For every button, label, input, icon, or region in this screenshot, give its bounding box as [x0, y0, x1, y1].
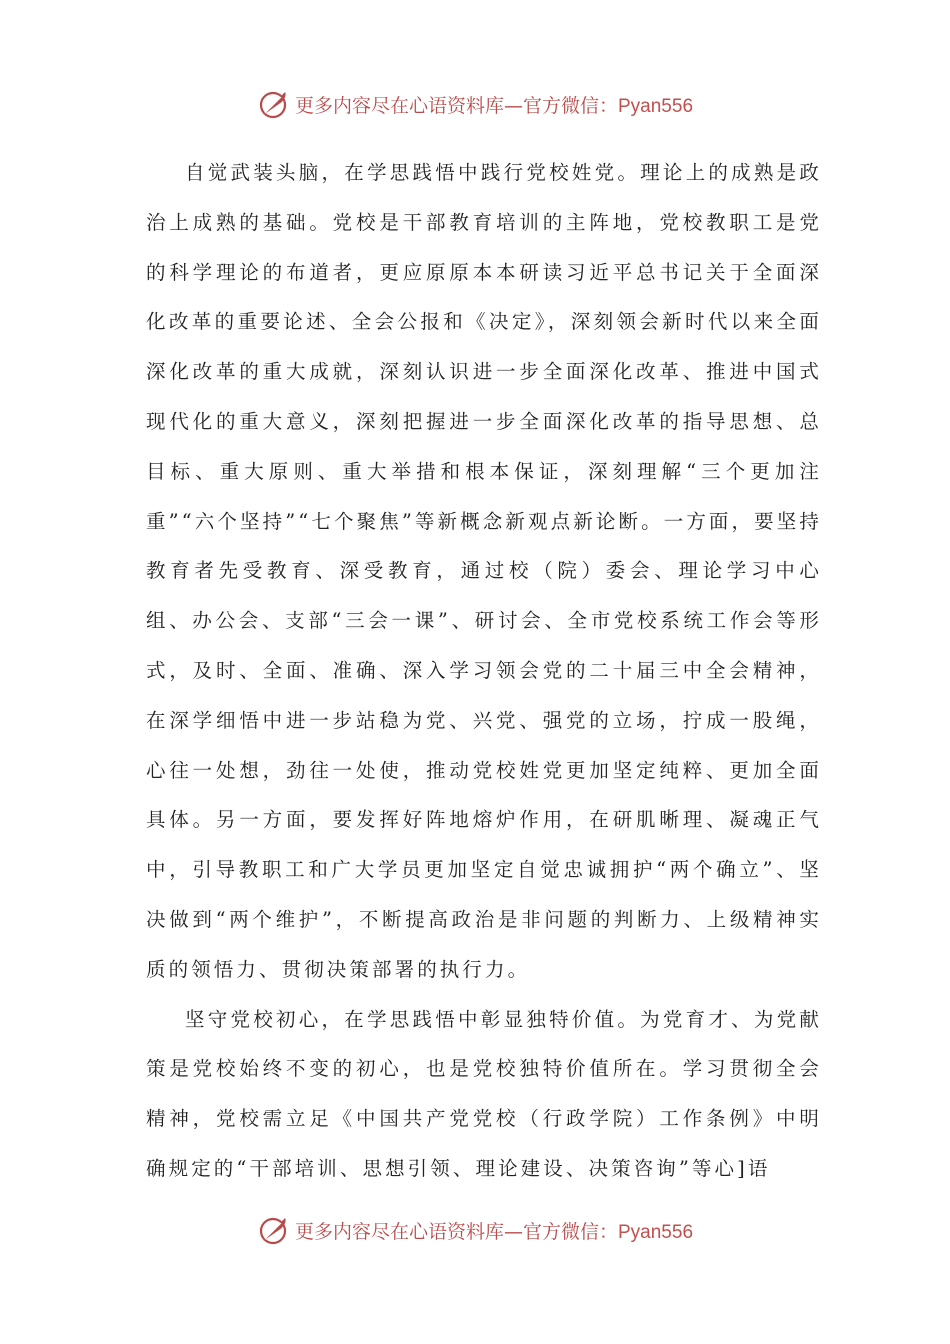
body-paragraph: 坚守党校初心，在学思践悟中彰显独特价值。为党育才、为党献策是党校始终不变的初心，也是党校独特价值所在。学习贯彻全会精神，党校需立足《中国共产党党校（行政学院）工作条例》中明确规定的“干部培训、思想引领、理论建设、决策咨询”等心]语 — [146, 1007, 822, 1180]
header-site-text: 更多内容尽在心语资料库 — [294, 94, 504, 117]
footer-wechat-label: 官方微信： — [522, 1220, 618, 1243]
footer-banner — [0, 1210, 950, 1250]
document-body — [146, 148, 822, 1194]
footer-separator: — — [503, 1220, 523, 1243]
header-separator: — — [503, 94, 523, 117]
header-wechat-label: 官方微信： — [522, 94, 618, 117]
body-paragraph: 自觉武装头脑，在学思践悟中践行党校姓党。理论上的成熟是政治上成熟的基础。党校是干部教育培训的主阵地，党校教职工是党的科学理论的布道者，更应原原本本研读习近平总书记关于全面深化改革的重要论述、全会公报和《决定》，深刻领会新时代以来全面深化改革的重大成就，深刻认识进一步全面深化改革、推进中国式现代化的重大意义，深刻把握进一步全面深化改革的指导思想、总目标、重大原则、重大举措和根本保证，深刻理解“三个更加注重”“六个坚持”“七个聚焦”等新概念新观点新论断。一方面，要坚持教育者先受教育、深受教育，通过校（院）委会、理论学习中心组、办公会、支部“三会一课”、研讨会、全市党校系统工作会等形式，及时、全面、准确、深入学习领会党的二十届三中全会精神，在深学细悟中进一步站稳为党、兴党、强党的立场，拧成一股绳，心往一处想，劲往一处使，推动党校姓党更加坚定纯粹、更加全面具体。另一方面，要发挥好阵地熔炉作用，在研肌晰理、凝魂正气中，引导教职工和广大学员更加坚定自觉忠诚拥护“两个确立”、坚决做到“两个维护”，不断提高政治是非问题的判断力、上级精神实质的领悟力、贯彻决策部署的执行力。 — [146, 161, 822, 981]
feather-pen-circle-icon — [257, 1213, 291, 1247]
header-banner — [0, 84, 950, 124]
header-wechat-id: Pyan556 — [618, 95, 694, 117]
feather-pen-circle-icon — [257, 87, 291, 121]
footer-site-text: 更多内容尽在心语资料库 — [294, 1220, 504, 1243]
footer-text — [295, 1217, 693, 1244]
footer-wechat-id: Pyan556 — [618, 1221, 694, 1243]
header-text — [295, 91, 693, 118]
